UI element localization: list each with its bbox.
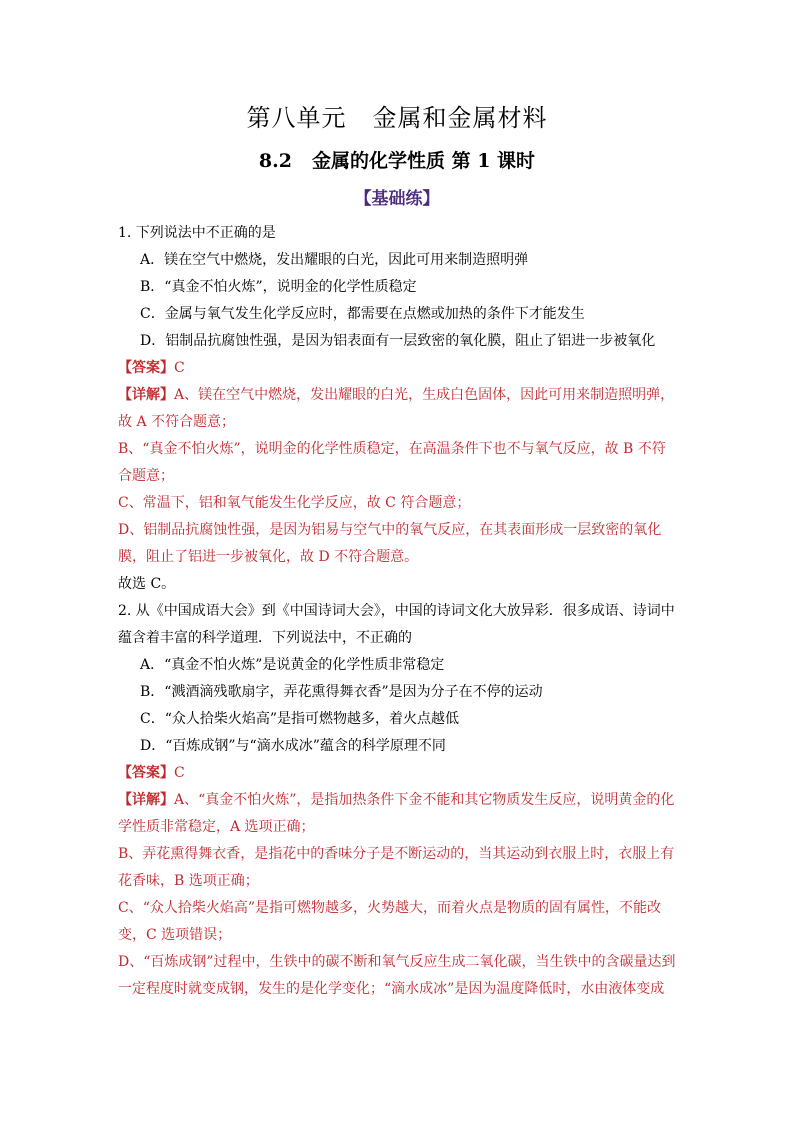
q1-option-a: A．镁在空气中燃烧，发出耀眼的白光，因此可用来制造照明弹 bbox=[140, 252, 529, 268]
q1-detail-label: 【详解】 bbox=[118, 387, 174, 403]
q1-stem: 1. 下列说法中不正确的是 bbox=[118, 225, 276, 241]
q1-detail-b: B、“真金不怕火炼”，说明金的化学性质稳定，在高温条件下也不与氧气反应，故 B 不符合题意； bbox=[118, 441, 666, 484]
q1-detail-a: 【详解】A、镁在空气中燃烧，发出耀眼的白光，生成白色固体，因此可用来制造照明弹，故 A 不符合题意； bbox=[118, 387, 675, 430]
q2-detail-a: 【详解】A、“真金不怕火炼”，是指加热条件下金不能和其它物质发生反应，说明黄金的化学性质非常稳定，A 选项正确； bbox=[118, 792, 675, 835]
q2-detail-label: 【详解】 bbox=[118, 792, 174, 808]
q2-answer-value: C bbox=[174, 765, 185, 781]
q2-detail-c: C、“众人拾柴火焰高”是指可燃物越多，火势越大，而着火点是物质的固有属性，不能改变，C 选项错误； bbox=[118, 900, 662, 943]
q1-answer-label: 【答案】 bbox=[118, 360, 174, 376]
question-content bbox=[118, 220, 678, 1003]
q2-option-a: A．“真金不怕火炼”是说黄金的化学性质非常稳定 bbox=[140, 657, 445, 673]
section-label: 【基础练】 bbox=[354, 189, 440, 209]
q1-answer bbox=[118, 355, 678, 382]
q2-detail-d: D、“百炼成钢”过程中，生铁中的碳不断和氧气反应生成二氧化碳，当生铁中的含碳量达到一定程度时就变成钢，发生的是化学变化；“滴水成冰”是因为温度降低时，水由液体变成 bbox=[118, 954, 676, 997]
q2-option-d: D．“百炼成钢”与“滴水成冰”蕴含的科学原理不同 bbox=[140, 738, 446, 754]
q2-answer-label: 【答案】 bbox=[118, 765, 174, 781]
q1-option-d: D．铝制品抗腐蚀性强，是因为铝表面有一层致密的氧化膜，阻止了铝进一步被氧化 bbox=[140, 333, 656, 349]
q1-answer-value: C bbox=[174, 360, 185, 376]
lesson-name: 金属的化学性质 第 1 课时 bbox=[311, 150, 536, 172]
unit-name: 金属和金属材料 bbox=[372, 104, 548, 132]
q2-option-c: C．“众人拾柴火焰高”是指可燃物越多，着火点越低 bbox=[140, 711, 460, 727]
q2-detail-b: B、弄花熏得舞衣香，是指花中的香味分子是不断运动的，当其运动到衣服上时，衣服上有花香味，B 选项正确； bbox=[118, 846, 675, 889]
lesson-number: 8.2 bbox=[258, 150, 292, 172]
unit-title bbox=[0, 98, 794, 133]
q2-stem: 2. 从《中国成语大会》到《中国诗词大会》，中国的诗词文化大放异彩．很多成语、诗词中蕴含着丰富的科学道理．下列说法中，不正确的 bbox=[118, 603, 675, 646]
q1-conclusion: 故选 C。 bbox=[118, 576, 176, 592]
lesson-title bbox=[0, 146, 794, 173]
q2-option-b: B．“溅酒滴残歌扇字，弄花熏得舞衣香”是因为分子在不停的运动 bbox=[140, 684, 543, 700]
unit-number: 第八单元 bbox=[246, 104, 347, 132]
q1-option-b: B．“真金不怕火炼”，说明金的化学性质稳定 bbox=[140, 279, 417, 295]
q1-detail-d: D、铝制品抗腐蚀性强，是因为铝易与空气中的氧气反应，在其表面形成一层致密的氧化膜，阻止了铝进一步被氧化，故 D 不符合题意。 bbox=[118, 522, 662, 565]
q1-detail-c: C、常温下，铝和氧气能发生化学反应，故 C 符合题意； bbox=[118, 495, 471, 511]
q1-option-c: C．金属与氧气发生化学反应时，都需要在点燃或加热的条件下才能发生 bbox=[140, 306, 585, 322]
q2-answer bbox=[118, 760, 678, 787]
